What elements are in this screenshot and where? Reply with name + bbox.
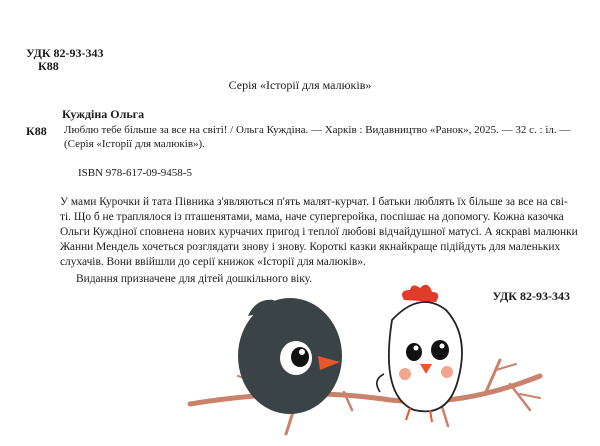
author-mark-side: К88: [26, 124, 47, 138]
bibliography-line-2: (Серія «Історії для малюків»).: [64, 138, 205, 150]
udc-bottom: УДК 82-93-343: [492, 289, 570, 303]
series-line: Серія «Історії для малюків»: [228, 78, 372, 92]
udc-top: УДК 82-93-343: [26, 46, 104, 60]
annotation-line-4: Жанни Мендель хочеться розглядати знову і знову. Короткі казки якнайкраще підійдуть для маленьких: [60, 241, 561, 253]
annotation-line-1: У мами Курочки й тата Півника з'являються п'ять малят-курчат. І батьки люблять їх більше за все на сві-: [60, 196, 568, 208]
annotation-line-3: Ольги Куждіної сповнена нових курчачих пригод і теплої любові відчайдушної матусі. А яскраві малюнки: [60, 226, 578, 238]
author-name: Куждіна Ольга: [62, 107, 145, 121]
annotation-line-5: слухачів. Вони ввійшли до серії книжок «Історії для малюків».: [60, 256, 366, 268]
author-mark-top: К88: [38, 59, 59, 73]
annotation-line-2: ті. Що б не траплялося із пташенятами, мама, наче супергеройка, поспішає на допомогу. Кожна казочка: [60, 211, 564, 223]
isbn: ISBN 978-617-09-9458-5: [78, 167, 192, 179]
bibliography-line-1: Люблю тебе більше за все на світі! / Ольга Куждіна. — Харків : Видавництво «Ранок», 2025. — 32 с. : іл. —: [64, 124, 571, 136]
audience-note: Видання призначене для дітей дошкільного віку.: [76, 273, 313, 285]
dark-bird: [238, 298, 342, 414]
